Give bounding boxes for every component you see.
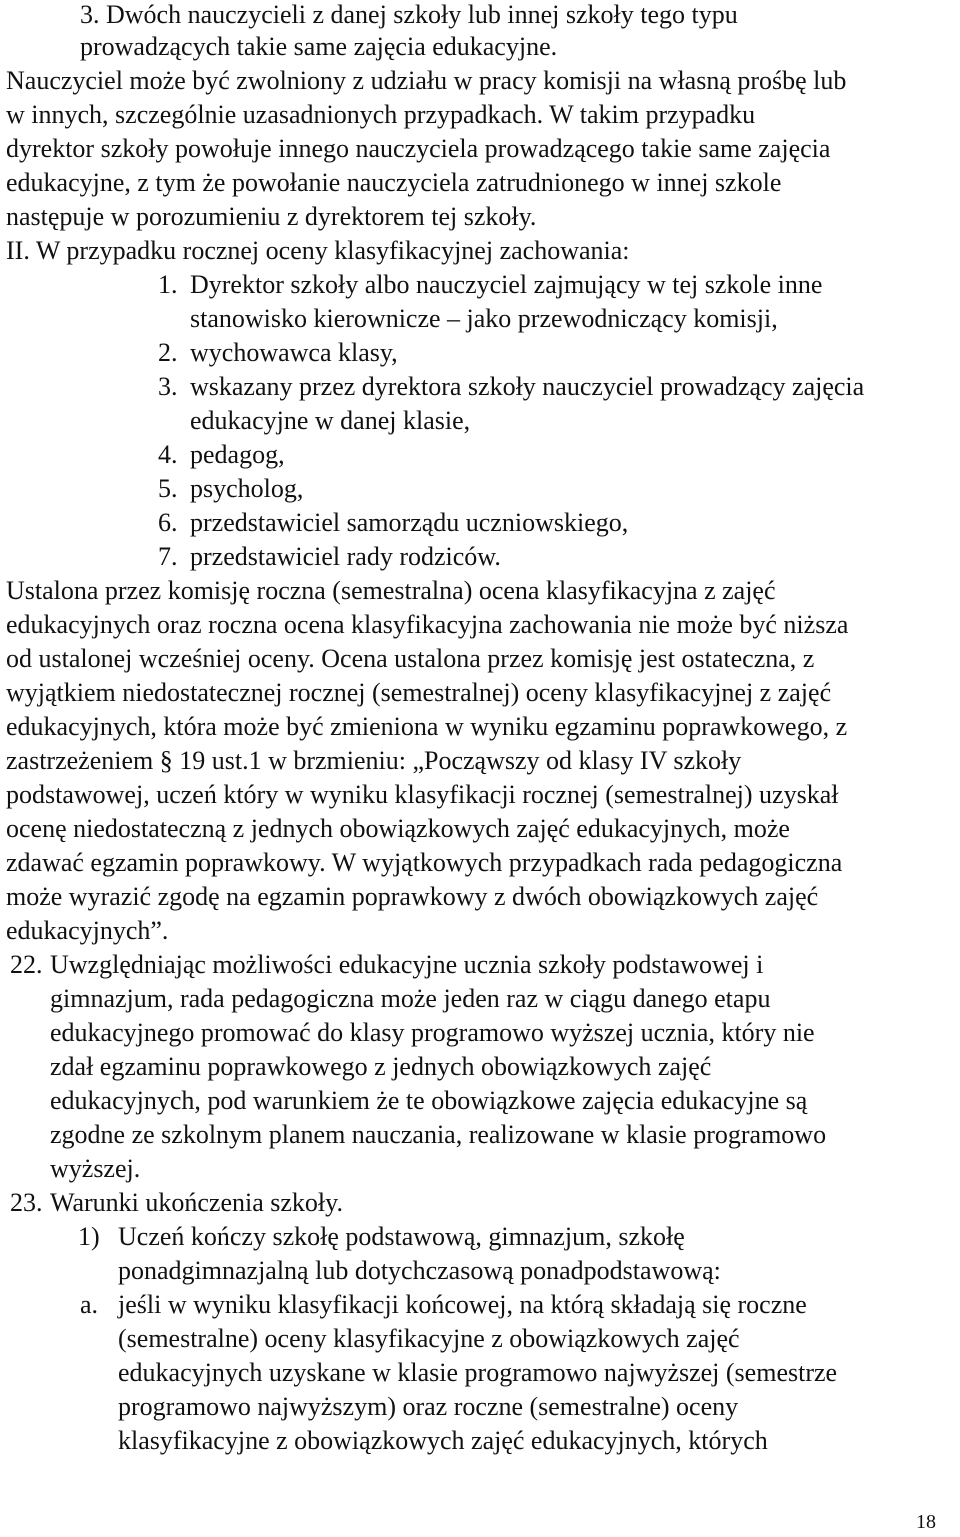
text-line: ocenę niedostateczną z jednych obowiązkowych zajęć edukacyjnych, może bbox=[6, 814, 790, 843]
list-number: 5. bbox=[158, 474, 178, 503]
text-line: edukacyjnych, która może być zmieniona w wyniku egzaminu poprawkowego, z bbox=[6, 712, 848, 741]
text-line: może wyrazić zgodę na egzamin poprawkowy z dwóch obowiązkowych zajęć bbox=[6, 882, 819, 911]
text-line: gimnazjum, rada pedagogiczna może jeden raz w ciągu danego etapu bbox=[50, 984, 771, 1013]
section-number: 22. bbox=[10, 950, 43, 979]
list-item-text: stanowisko kierownicze – jako przewodniczący komisji, bbox=[190, 304, 778, 333]
page-number: 18 bbox=[916, 1511, 936, 1533]
list-item-text: klasyfikacyjne z obowiązkowych zajęć edukacyjnych, których bbox=[118, 1426, 768, 1455]
list-number: 1) bbox=[78, 1222, 100, 1251]
list-item-text: wskazany przez dyrektora szkoły nauczyciel prowadzący zajęcia bbox=[190, 372, 865, 401]
text-line: zastrzeżeniem § 19 ust.1 w brzmieniu: „Począwszy od klasy IV szkoły bbox=[6, 746, 742, 775]
text-line: zgodne ze szkolnym planem nauczania, realizowane w klasie programowo bbox=[50, 1120, 827, 1149]
text-line: Nauczyciel może być zwolniony z udziału w pracy komisji na własną prośbę lub bbox=[6, 66, 847, 95]
section-heading: Warunki ukończenia szkoły. bbox=[50, 1188, 343, 1217]
list-item-text: programowo najwyższym) oraz roczne (semestralne) oceny bbox=[118, 1392, 739, 1421]
list-item-text: Uczeń kończy szkołę podstawową, gimnazjum, szkołę bbox=[118, 1222, 685, 1251]
list-item-text: (semestralne) oceny klasyfikacyjne z obowiązkowych zajęć bbox=[118, 1324, 740, 1353]
text-line: edukacyjnych”. bbox=[6, 916, 169, 945]
text-line: w innych, szczególnie uzasadnionych przypadkach. W takim przypadku bbox=[6, 100, 756, 129]
text-line: edukacyjne, z tym że powołanie nauczyciela zatrudnionego w innej szkole bbox=[6, 168, 782, 197]
text-line: wyjątkiem niedostatecznej rocznej (semestralnej) oceny klasyfikacyjnej z zajęć bbox=[6, 678, 832, 707]
list-number: 4. bbox=[158, 440, 178, 469]
section-heading: II. W przypadku rocznej oceny klasyfikacyjnej zachowania: bbox=[6, 236, 630, 265]
text-line: od ustalonej wcześniej oceny. Ocena ustalona przez komisję jest ostateczna, z bbox=[6, 644, 815, 673]
list-item-text: Dyrektor szkoły albo nauczyciel zajmujący w tej szkole inne bbox=[190, 270, 823, 299]
list-number: 1. bbox=[158, 270, 178, 299]
list-item-text: przedstawiciel samorządu uczniowskiego, bbox=[190, 508, 629, 537]
list-item-text: ponadgimnazjalną lub dotychczasową ponadpodstawową: bbox=[118, 1256, 721, 1285]
text-line: edukacyjnego promować do klasy programowo wyższej ucznia, który nie bbox=[50, 1018, 815, 1047]
list-item-text: edukacyjne w danej klasie, bbox=[190, 406, 471, 435]
list-item-text: przedstawiciel rady rodziców. bbox=[190, 542, 501, 571]
list-item-text: psycholog, bbox=[190, 474, 304, 503]
text-line: zdawać egzamin poprawkowy. W wyjątkowych przypadkach rada pedagogiczna bbox=[6, 848, 843, 877]
list-number: 6. bbox=[158, 508, 178, 537]
list-item-text: edukacyjnych uzyskane w klasie programowo najwyższej (semestrze bbox=[118, 1358, 838, 1387]
text-line: podstawowej, uczeń który w wyniku klasyfikacji rocznej (semestralnej) uzyskał bbox=[6, 780, 839, 809]
text-line: prowadzących takie same zajęcia edukacyjne. bbox=[80, 32, 558, 61]
text-line: dyrektor szkoły powołuje innego nauczyciela prowadzącego takie same zajęcia bbox=[6, 134, 831, 163]
list-letter: a. bbox=[80, 1290, 99, 1319]
list-number: 3. bbox=[158, 372, 178, 401]
text-line: wyższej. bbox=[50, 1154, 141, 1183]
text-line: edukacyjnych oraz roczna ocena klasyfikacyjna zachowania nie może być niższa bbox=[6, 610, 849, 639]
section-number: 23. bbox=[10, 1188, 43, 1217]
list-item-text: jeśli w wyniku klasyfikacji końcowej, na którą składają się roczne bbox=[118, 1290, 807, 1319]
list-item-text: pedagog, bbox=[190, 440, 285, 469]
text-line: Ustalona przez komisję roczna (semestralna) ocena klasyfikacyjna z zajęć bbox=[6, 576, 776, 605]
list-number: 2. bbox=[158, 338, 178, 367]
text-line: Uwzględniając możliwości edukacyjne ucznia szkoły podstawowej i bbox=[50, 950, 764, 979]
list-item-text: wychowawca klasy, bbox=[190, 338, 398, 367]
text-line: następuje w porozumieniu z dyrektorem tej szkoły. bbox=[6, 202, 537, 231]
text-line: zdał egzaminu poprawkowego z jednych obowiązkowych zajęć bbox=[50, 1052, 712, 1081]
text-line: edukacyjnych, pod warunkiem że te obowiązkowe zajęcia edukacyjne są bbox=[50, 1086, 808, 1115]
text-line: 3. Dwóch nauczycieli z danej szkoły lub innej szkoły tego typu bbox=[80, 0, 738, 29]
list-number: 7. bbox=[158, 542, 178, 571]
